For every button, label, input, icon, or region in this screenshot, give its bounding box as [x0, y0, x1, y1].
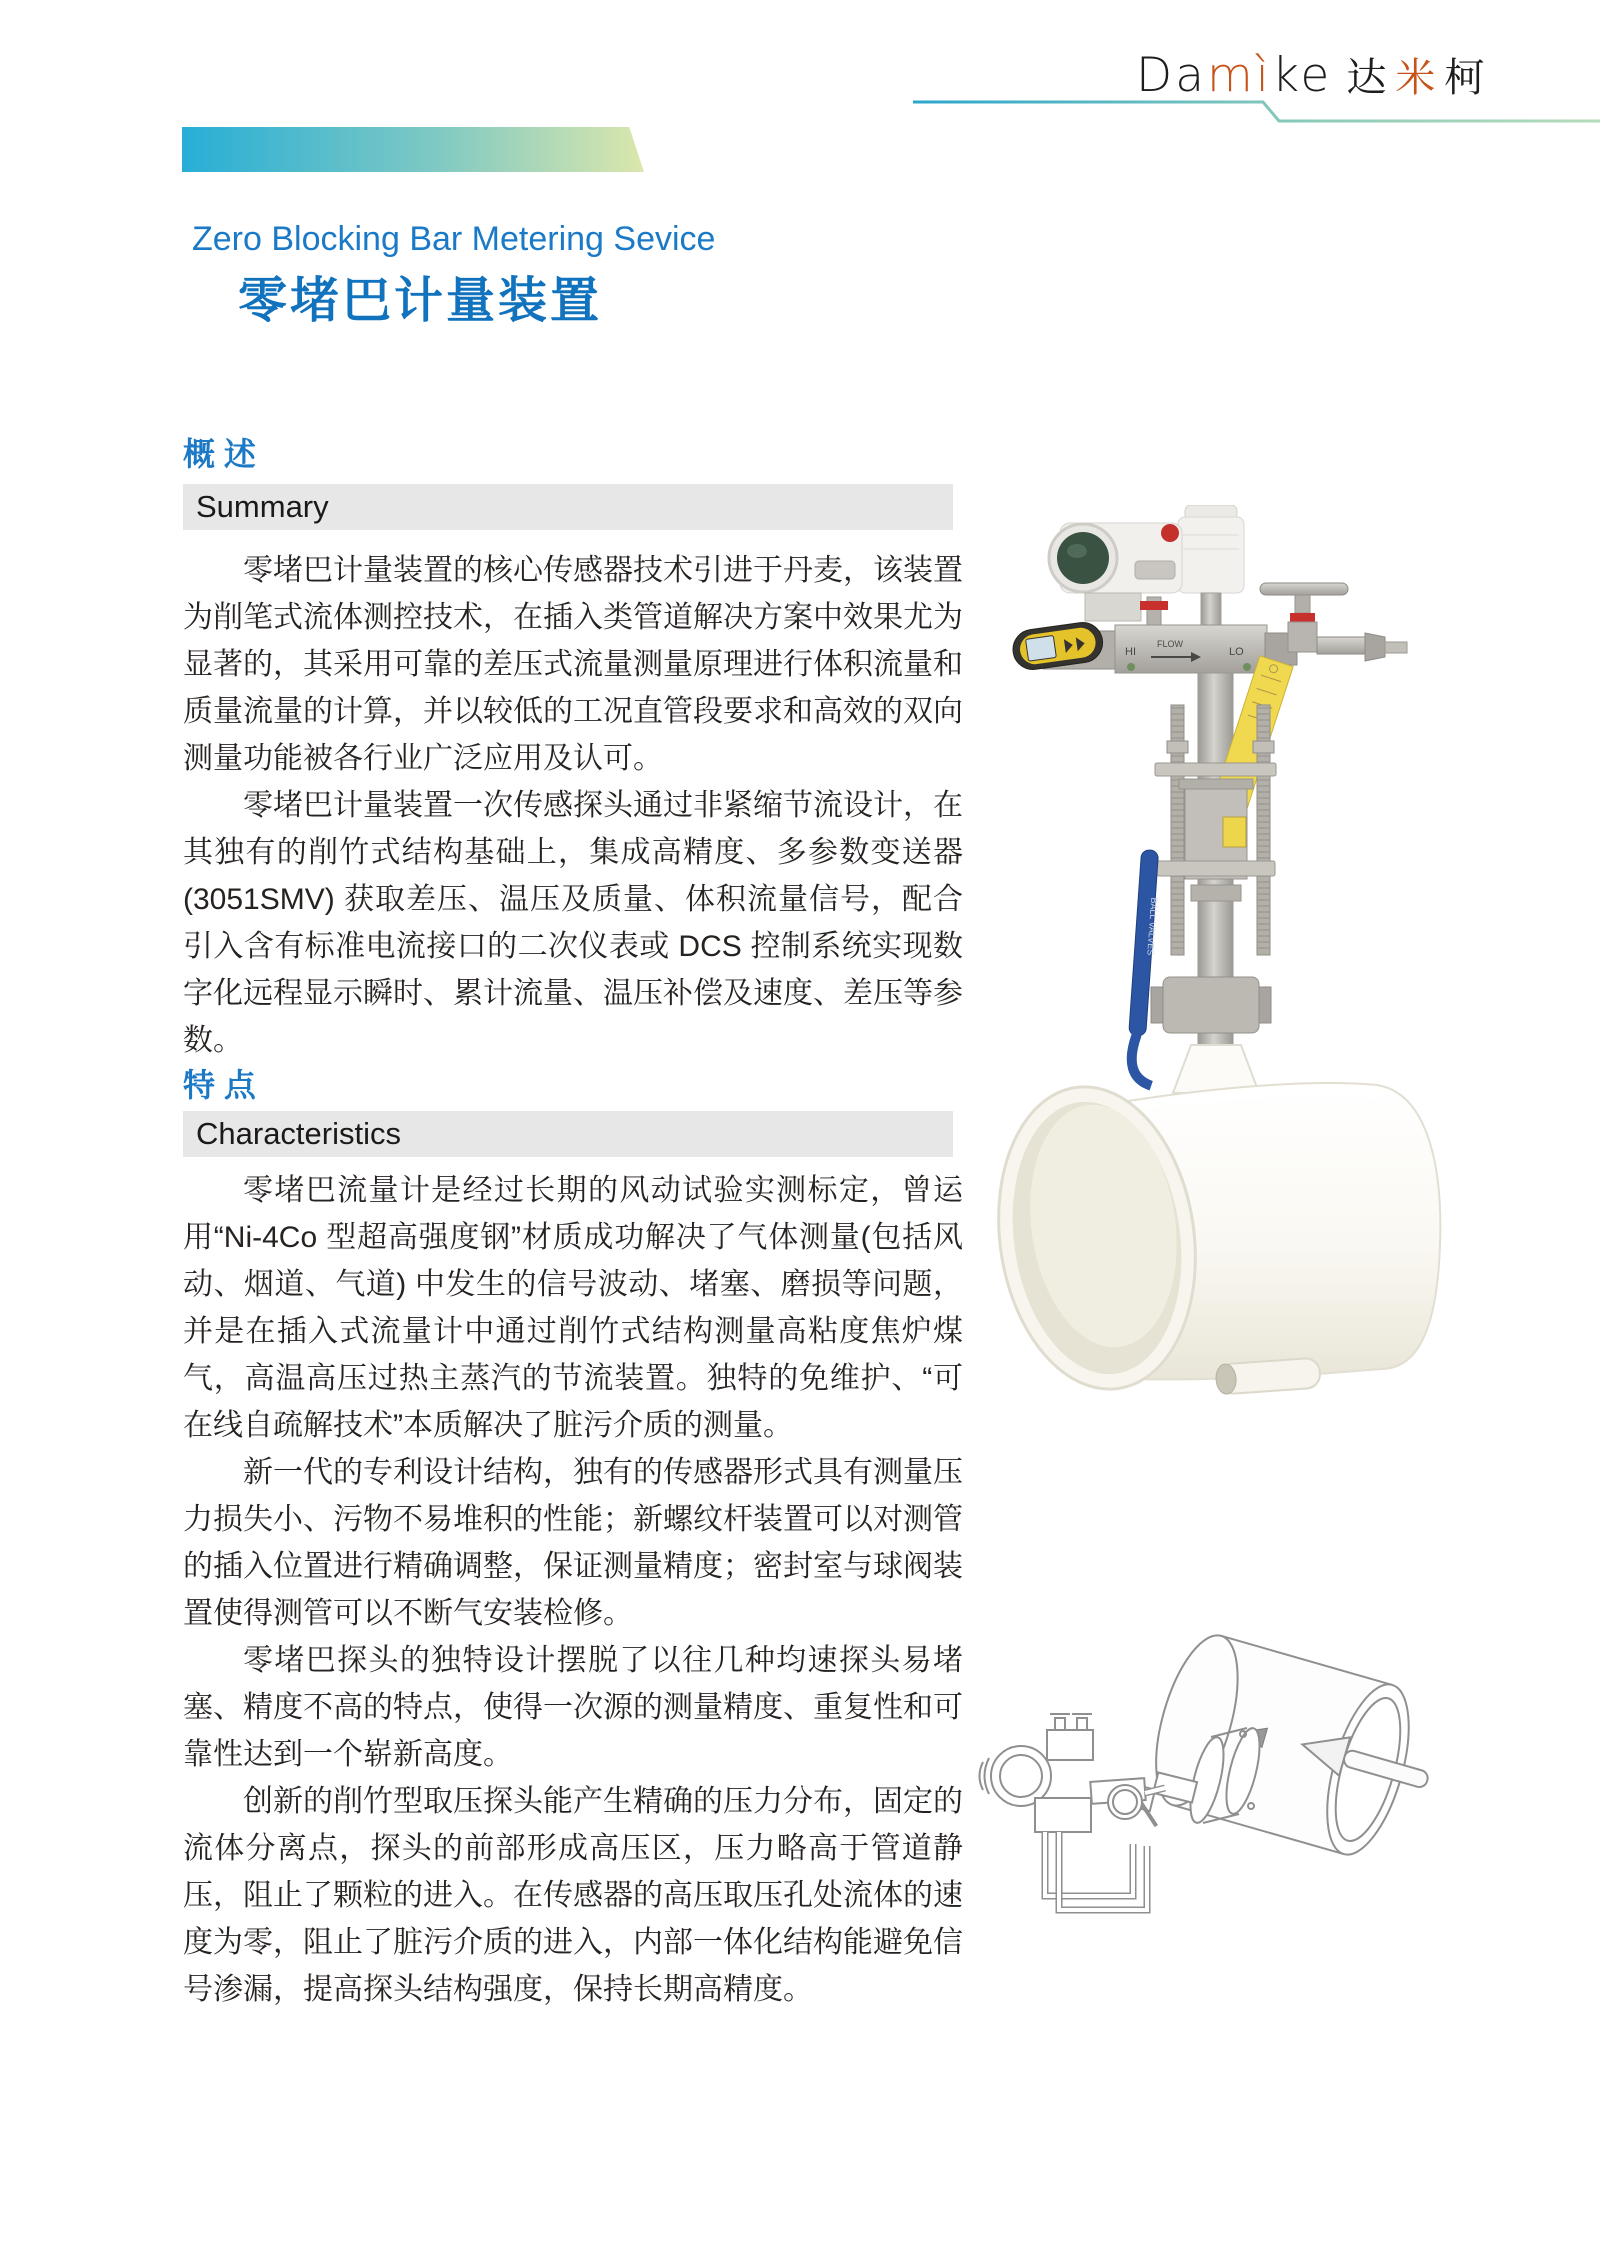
section-heading-characteristics-zh: 特 点 [183, 1067, 256, 1103]
paragraph: 新一代的专利设计结构，独有的传感器形式具有测量压力损失小、污物不易堆积的性能；新螺纹杆装置可以对测管的插入位置进行精确调整，保证测量精度；密封室与球阀装置使得测管可以不断气安装检修。 [183, 1456, 963, 1630]
ball-valve-handle [1125, 850, 1167, 1086]
section-heading-summary-zh: 概 述 [183, 436, 256, 472]
manifold-label-hi: HI [1125, 646, 1136, 658]
ball-valve [1151, 977, 1271, 1033]
manifold-label-lo: LO [1229, 646, 1244, 658]
junction-box-housing [1178, 505, 1244, 637]
drawing-transmitter [980, 1714, 1146, 1832]
section-heading-summary-en: Summary [196, 489, 329, 524]
characteristics-text-column [183, 1167, 963, 2013]
sight-glass [1057, 532, 1109, 584]
pipe-section [985, 1074, 1440, 1402]
paragraph: 零堵巴流量计是经过长期的风动试验实测标定，曾运用“Ni-4Co 型超高强度钢”材质成功解决了气体测量(包括风动、烟道、气道) 中发生的信号波动、堵塞、磨损等问题，并是在插入式流量计中通过削竹式结构测量高粘度焦炉煤气，高温高压过热主蒸汽的节流装置。独特的免维护、“可在线自疏解技术”本质解决了脏污介质的测量。 [183, 1174, 963, 1442]
handle-label: BALL VALVES [1145, 897, 1160, 956]
section-bar-summary [183, 484, 953, 530]
manifold-label-flow: FLOW [1157, 639, 1183, 649]
summary-text-column [183, 547, 963, 1064]
weldolet-cone [1173, 1045, 1259, 1093]
logo-seg-cn1: 达 [1346, 55, 1396, 101]
paragraph: 创新的削竹型取压探头能产生精确的压力分布，固定的流体分离点，探头的前部形成高压区，压力略高于管道静压，阻止了颗粒的进入。在传感器的高压取压孔处流体的速度为零，阻止了脏污介质的进入，内部一体化结构能避免信号渗漏，提高探头结构强度，保持长期高精度。 [183, 1785, 963, 2006]
red-cap [1161, 524, 1179, 542]
logo-seg-mi: mì [1207, 48, 1272, 103]
logo-seg-ke: ke [1271, 48, 1333, 103]
product-photo [985, 505, 1455, 1410]
logo-seg-cn3: 柯 [1444, 55, 1494, 101]
paragraph: 零堵巴计量装置一次传感探头通过非紧缩节流设计，在其独有的削竹式结构基础上，集成高精度、多参数变送器(3051SMV) 获取差压、温压及质量、体积流量信号，配合引入含有标准电流接口的二次仪表或 DCS 控制系统实现数字化远程显示瞬时、累计流量、温压补偿及速度、差压等参数。 [183, 789, 963, 1057]
top-banner [182, 127, 644, 172]
paragraph: 零堵巴探头的独特设计摆脱了以往几种均速探头易堵塞、精度不高的特点，使得一次源的测量精度、重复性和可靠性达到一个崭新高度。 [183, 1644, 963, 1771]
warning-label [1223, 817, 1246, 847]
logo-seg-da: Da [1136, 48, 1207, 103]
title-english: Zero Blocking Bar Metering Sevice [192, 220, 716, 258]
drawing-pipe-cylinder [1140, 1630, 1450, 1871]
section-heading-characteristics-en: Characteristics [196, 1116, 401, 1151]
logo-seg-cn2: 米 [1395, 55, 1445, 101]
pipe-stub [1215, 1358, 1321, 1395]
installation-line-drawing [975, 1630, 1500, 1960]
section-bar-characteristics [183, 1111, 953, 1157]
header-divider-line [905, 92, 1600, 132]
paragraph: 零堵巴计量装置的核心传感器技术引进于丹麦，该装置为削笔式流体测控技术，在插入类管道解决方案中效果尤为显著的，其采用可靠的差压式流量测量原理进行体积流量和质量流量的计算，并以较低的工况直管段要求和高效的双向测量功能被各行业广泛应用及认可。 [183, 554, 963, 775]
title-chinese: 零堵巴计量装置 [238, 274, 603, 328]
